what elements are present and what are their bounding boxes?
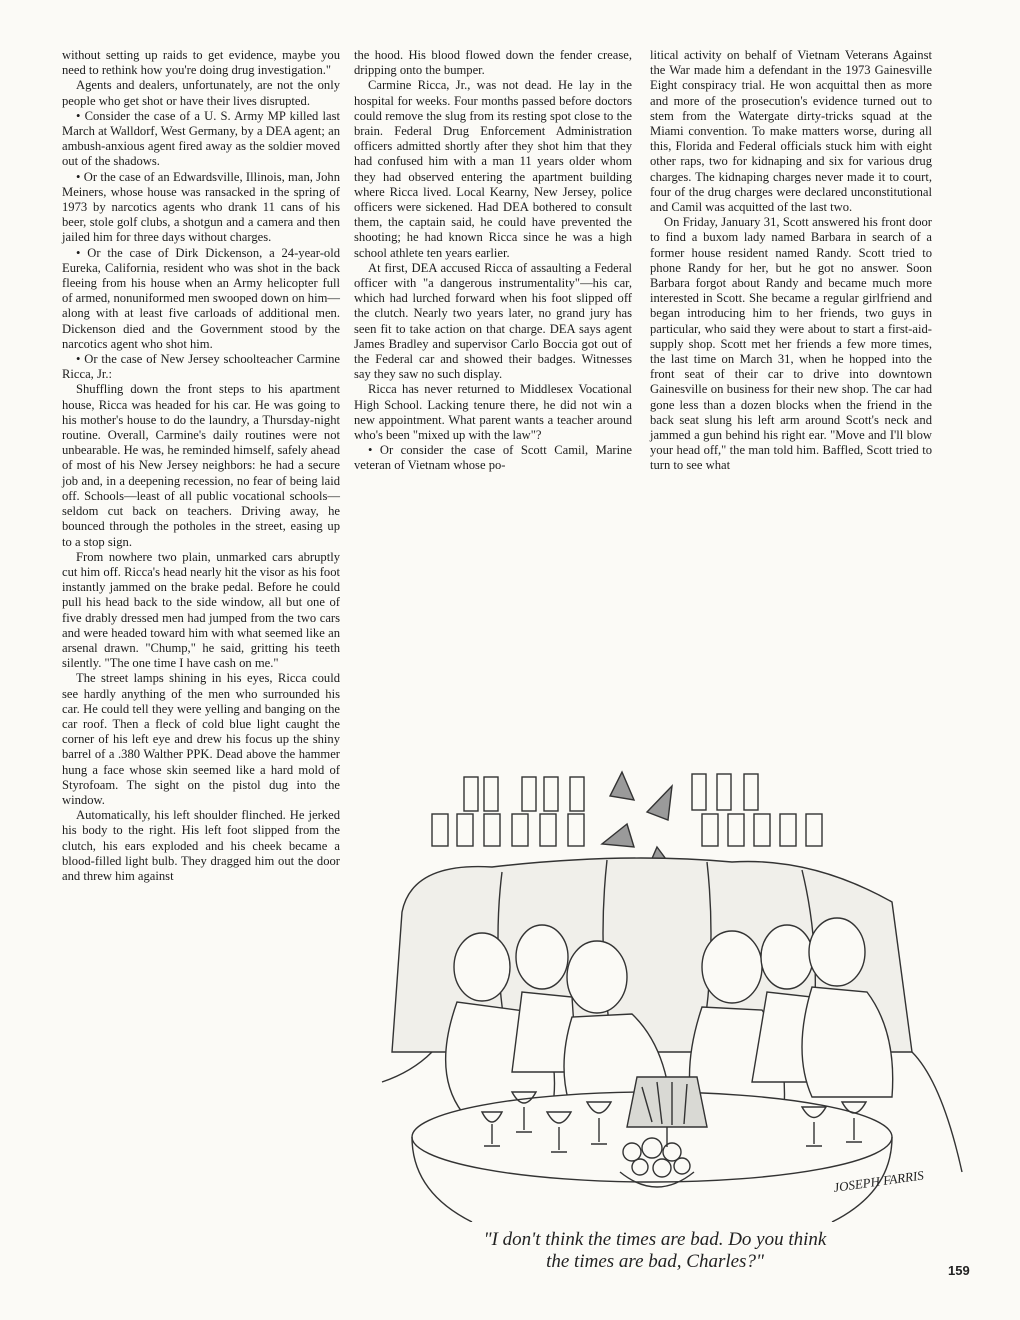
page-number: 159 [948, 1263, 970, 1278]
paragraph: • Or the case of New Jersey schoolteacher Carmine Ricca, Jr.: [62, 352, 340, 382]
article-column-3 [650, 48, 932, 474]
artist-signature: JOSEPH FARRIS [832, 1167, 925, 1195]
paragraph: The street lamps shining in his eyes, Ricca could see hardly anything of the men who surrounded his car. He could tell they were yelling and banging on the car roof. Then a fleck of cold blue light caught the corner of his left eye and drew his focus up the shiny barrel of a .380 Walther PPK. Dead above the hammer hung a face whose skin seemed like a hard mold of Styrofoam. The sight on the pistol dug into the window. [62, 671, 340, 807]
cartoon-caption [380, 1229, 930, 1273]
cartoon-illustration [372, 752, 972, 1222]
paragraph: Shuffling down the front steps to his apartment house, Ricca was headed for his car. He was going to his mother's house to do the laundry, a Thursday-night routine. Overall, Carmine's daily routines were not unbearable. He was, he reminded himself, safely ahead of most of his New Jersey neighbors: he had a secure job and, in a deepening recession, no fear of being laid off. Schools—least of all public vocational schools—seldom cut back on teachers. Driving away, he bounced through the potholes in the street, easing up to a stop sign. [62, 382, 340, 549]
paragraph: • Or consider the case of Scott Camil, Marine veteran of Vietnam whose po- [354, 443, 632, 473]
paragraph: without setting up raids to get evidence, maybe you need to rethink how you're doing drug investigation." [62, 48, 340, 78]
caption-line-1: "I don't think the times are bad. Do you think [483, 1229, 827, 1250]
article-column-2 [354, 48, 632, 474]
paragraph: • Consider the case of a U. S. Army MP killed last March at Walldorf, West Germany, by a DEA agent; an ambush-anxious agent fired away as the soldier moved out of the shadows. [62, 108, 340, 169]
paragraph: Agents and dealers, unfortunately, are not the only people who get shot or have their lives disrupted. [62, 78, 340, 108]
paragraph: At first, DEA accused Ricca of assaulting a Federal officer with "a dangerous instrumentality"—his car, which had lurched forward when his foot slipped off the clutch. Nearly two years later, no grand jury has seen fit to take action on that charge. DEA says agent James Bradley and supervisor Carlo Boccia got out of the Federal car and showed their badges. Witnesses say they saw no such display. [354, 260, 632, 382]
caption-line-2: the times are bad, Charles?" [546, 1251, 764, 1272]
paragraph: On Friday, January 31, Scott answered his front door to find a buxom lady named Barbara in search of a former house resident named Randy. Scott tried to phone Randy for her, but he got no answer. Soon Barbara forgot about Randy and became much more interested in Scott. She became a regular girlfriend and began introducing him to her friends, two guys in particular, who said they were about to start a first-aid-supply shop. Scott met her friends a few more times, the last time on March 31, when he hopped into the front seat of their car to drive into downtown Gainesville on business for their new shop. The car had gone less than a dozen blocks when the friend in the back seat slung his left arm around Scott's neck and jammed a gun behind his right ear. "Move and I'll blow your head off," the man told him. Baffled, Scott tried to turn to see what [650, 215, 932, 473]
paragraph: Ricca has never returned to Middlesex Vocational High School. Lacking tenure there, he did not win a new appointment. What parent wants a teacher around who's been "mixed up with the law"? [354, 382, 632, 443]
paragraph: From nowhere two plain, unmarked cars abruptly cut him off. Ricca's head nearly hit the visor as his foot instantly jammed on the brake pedal. Before he could pull his head back to the side window, all but one of five drably dressed men had jumped from the two cars and were headed toward him with what seemed like an arsenal drawn. "Chump," he said, gritting his teeth silently. "The one time I have cash on me." [62, 549, 340, 671]
paragraph: Automatically, his left shoulder flinched. He jerked his body to the right. His left foot slipped from the clutch, his ears exploded and his cheek became a blood-filled light bulb. They dragged him out the door and threw him against [62, 808, 340, 883]
paragraph: the hood. His blood flowed down the fender crease, dripping onto the bumper. [354, 48, 632, 78]
article-column-1 [62, 48, 340, 884]
paragraph: • Or the case of an Edwardsville, Illinois, man, John Meiners, whose house was ransacked in the spring of 1973 by narcotics agents who drank 11 cans of his beer, stole golf clubs, a shotgun and a camera and then jailed him for three days without charges. [62, 169, 340, 245]
paragraph: Carmine Ricca, Jr., was not dead. He lay in the hospital for weeks. Four months passed before doctors could remove the slug from its resting spot close to the brain. Federal Drug Enforcement Administration officers admitted shortly after they shot him that they had confused him with a man 11 years older whom they had observed entering the apartment building where Ricca lived. Local Kearny, New Jersey, police officers were sickened. Had DEA bothered to consult them, the captain said, he could have prevented the shooting; he had known Ricca since he was a high school athlete ten years earlier. [354, 78, 632, 260]
paragraph: litical activity on behalf of Vietnam Veterans Against the War made him a defendant in the 1973 Gainesville Eight conspiracy trial. He won acquittal then as more and more of the prosecution's evidence turned out to stem from the Watergate dirty-tricks squad at the Miami convention. To make matters worse, during all this, Florida and Federal officials stuck him with eight other raps, two for kidnaping and six for various drug charges. The kidnaping charges never made it to court, four of the drug charges were declared unconstitutional and Camil was acquitted of the last two. [650, 48, 932, 215]
paragraph: • Or the case of Dirk Dickenson, a 24-year-old Eureka, California, resident who was shot in the back fleeing from his house when an Army helicopter full of armed, nonuniformed men swooped down on him—along with at least five carloads of additional men. Dickenson died and the Government stood by the narcotics agent who shot him. [62, 245, 340, 351]
